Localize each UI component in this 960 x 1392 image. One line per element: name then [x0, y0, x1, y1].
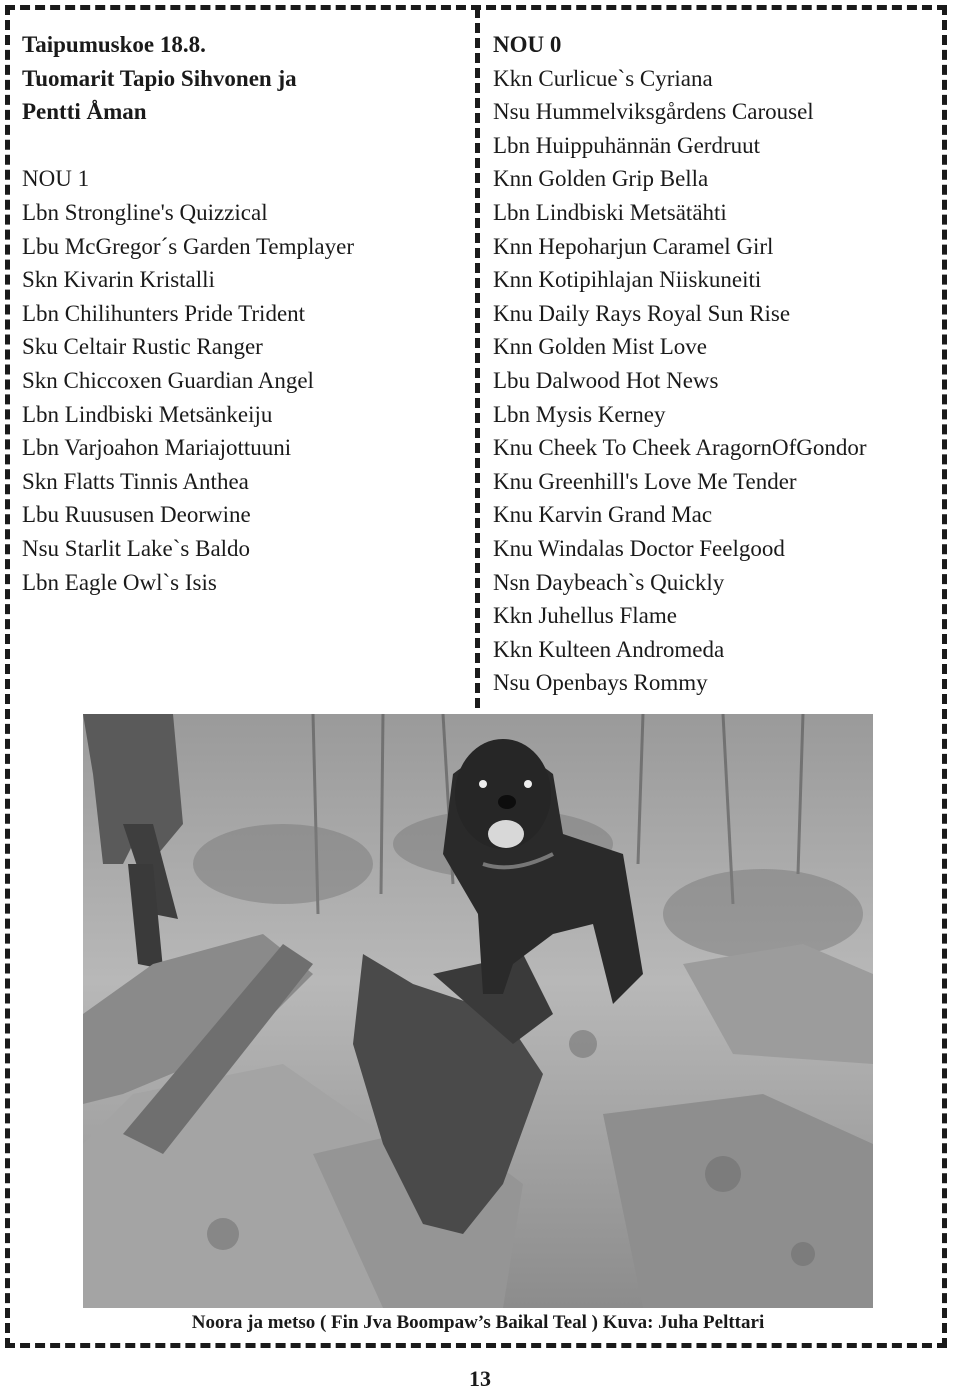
right-column	[493, 28, 943, 700]
heading-line: Tuomarit Tapio Sihvonen ja	[22, 65, 297, 91]
list-item: Lbn Lindbiski Metsänkeiju	[22, 401, 273, 427]
list-item: Sku Celtair Rustic Ranger	[22, 334, 263, 360]
list-item: Skn Kivarin Kristalli	[22, 267, 215, 293]
heading-line: Pentti Åman	[22, 99, 147, 125]
list-item: Kkn Juhellus Flame	[493, 603, 677, 629]
class-title: NOU 1	[22, 166, 90, 192]
list-item: Kkn Curlicue`s Cyriana	[493, 65, 713, 91]
list-item: Knu Greenhill's Love Me Tender	[493, 468, 797, 494]
list-item: Lbn Huippuhännän Gerdruut	[493, 132, 760, 158]
page-number: 13	[469, 1366, 491, 1391]
list-item: Skn Chiccoxen Guardian Angel	[22, 367, 314, 393]
list-item: Knn Golden Grip Bella	[493, 166, 709, 192]
list-item: Lbu Dalwood Hot News	[493, 367, 719, 393]
list-item: Nsu Starlit Lake`s Baldo	[22, 535, 251, 561]
photo-caption: Noora ja metso ( Fin Jva Boompaw’s Baikal Teal ) Kuva: Juha Pelttari	[191, 1312, 765, 1333]
list-item: Nsn Daybeach`s Quickly	[493, 569, 725, 595]
list-item: Knu Karvin Grand Mac	[493, 502, 713, 528]
list-item: Skn Flatts Tinnis Anthea	[22, 468, 249, 494]
list-item: Knn Golden Mist Love	[493, 334, 708, 360]
list-item: Lbu McGregor´s Garden Templayer	[22, 233, 354, 259]
list-item: Knn Hepoharjun Caramel Girl	[493, 233, 774, 259]
list-item: Lbn Mysis Kerney	[493, 401, 666, 427]
list-item: Kkn Kulteen Andromeda	[493, 636, 725, 662]
list-item: Lbn Strongline's Quizzical	[22, 199, 268, 225]
list-item: Knu Daily Rays Royal Sun Rise	[493, 300, 791, 326]
list-item: Knu Windalas Doctor Feelgood	[493, 535, 785, 561]
dog-photo	[83, 714, 873, 1308]
column-divider	[475, 8, 480, 708]
heading-line: Taipumuskoe 18.8.	[22, 32, 206, 57]
class-title: NOU 0	[493, 32, 562, 57]
left-column	[22, 28, 467, 599]
list-item: Lbn Lindbiski Metsätähti	[493, 199, 727, 225]
list-item: Lbn Chilihunters Pride Trident	[22, 300, 306, 326]
list-item: Knn Kotipihlajan Niiskuneiti	[493, 267, 762, 293]
list-item: Nsu Openbays Rommy	[493, 670, 708, 696]
list-item: Knu Cheek To Cheek AragornOfGondor	[493, 435, 867, 461]
list-item: Nsu Hummelviksgårdens Carousel	[493, 99, 814, 125]
list-item: Lbn Varjoahon Mariajottuuni	[22, 435, 292, 461]
list-item: Lbu Ruususen Deorwine	[22, 502, 251, 528]
list-item: Lbn Eagle Owl`s Isis	[22, 569, 217, 595]
